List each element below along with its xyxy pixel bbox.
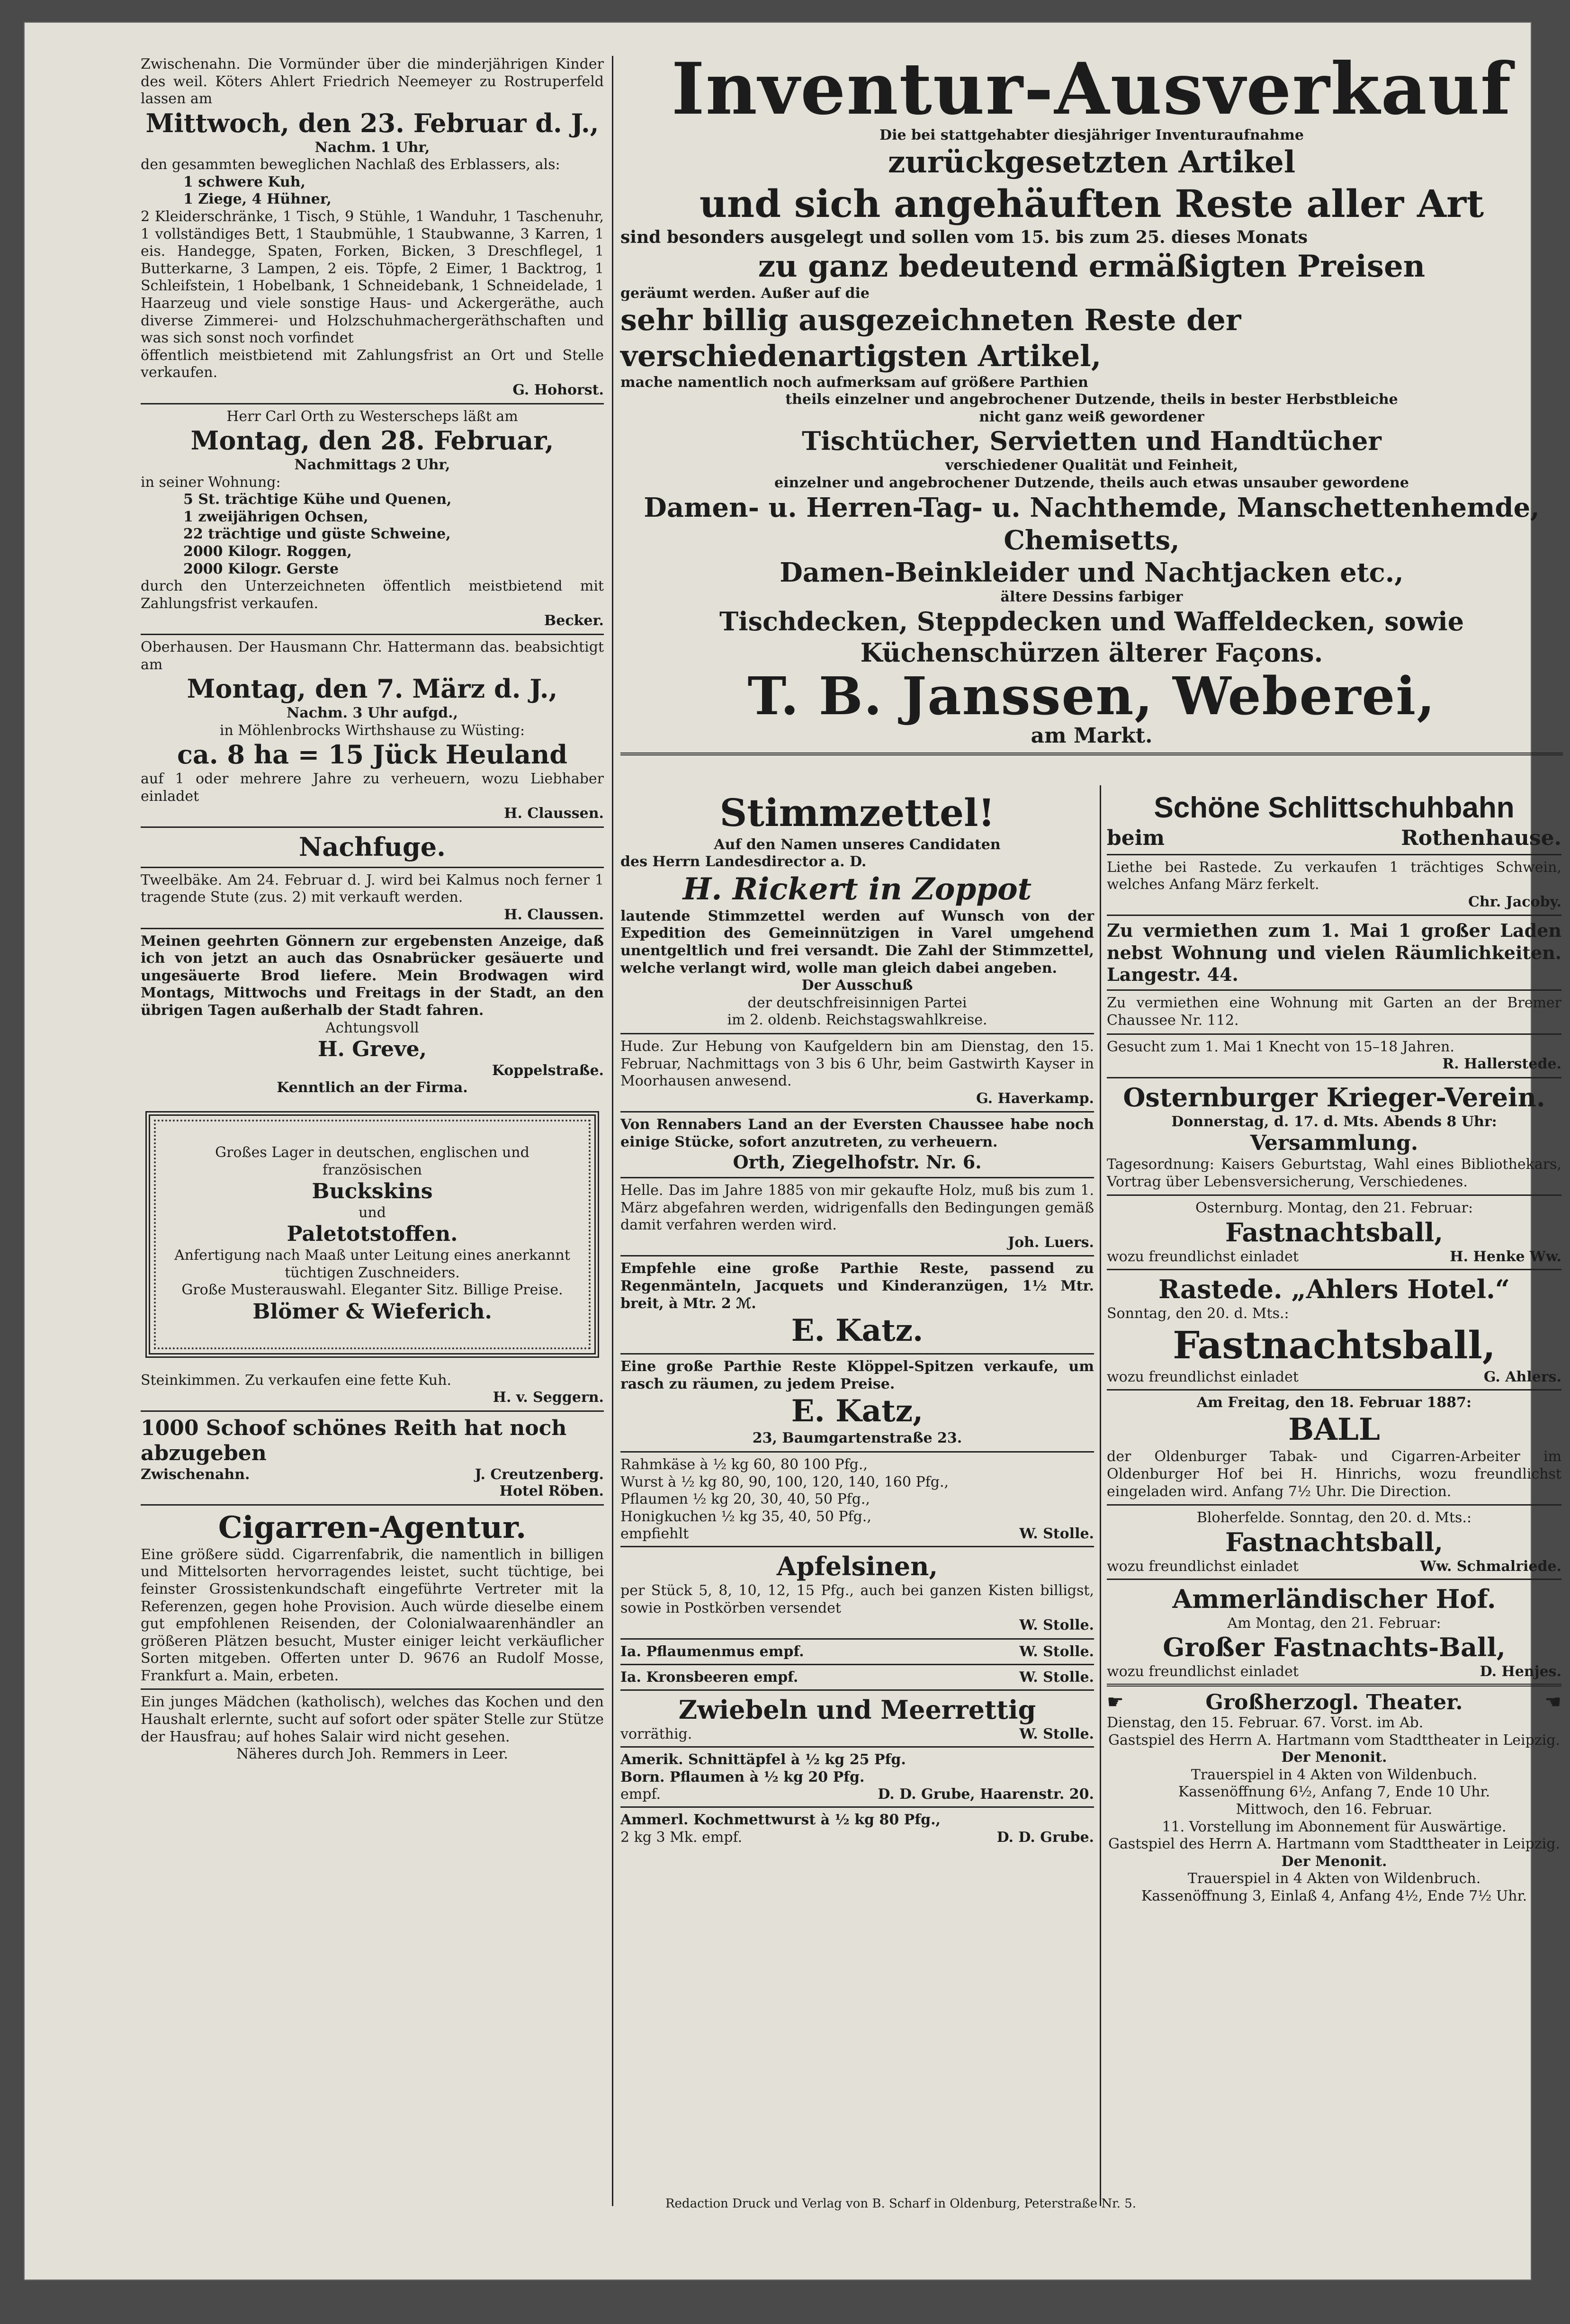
ad-text: Von Rennabers Land an der Eversten Chaussee habe noch einige Stücke, sofort anzutreten, zu verheuern. <box>620 1116 1094 1150</box>
ad-signature: T. B. Janssen, Weberei, <box>747 665 1436 727</box>
ad-line: Honigkuchen ½ kg 35, 40, 50 Pfg., <box>620 1508 871 1525</box>
ad-date: Montag, den 7. März d. J., <box>187 673 558 704</box>
ad-text: den gesammten beweglichen Nachlaß des Erblassers, als: <box>141 156 560 173</box>
ad-line: Küchenschürzen älterer Façons. <box>860 637 1323 668</box>
column-divider <box>1100 785 1101 2206</box>
ad-headline: ca. 8 ha = 15 Jück Heuland <box>177 739 567 770</box>
column-divider <box>612 56 613 2206</box>
ad-text: Meinen geehrten Gönnern zur ergebensten Anzeige, daß ich von jetzt an auch das Osnabrücker gesäuerte und ungesäuerte Brod liefere. Mein Brodwagen wird Montags, Mittwochs und Freitags in der Stadt, an den übrigen Tagen außerhalb der Stadt fahren. <box>141 933 604 1019</box>
ad-line: Kassenöffnung 6½, Anfang 7, Ende 10 Uhr. <box>1178 1784 1490 1801</box>
ad-line: Rothenhause. <box>1401 826 1561 850</box>
ad-time: Nachm. 3 Uhr aufgd., <box>286 705 458 722</box>
ad-title: Osternburger Krieger-Verein. <box>1123 1082 1545 1113</box>
ad-line: geräumt werden. Außer auf die <box>620 285 870 302</box>
ad-osternburg-ball <box>1107 1200 1561 1265</box>
ad-signature: W. Stolle. <box>1019 1725 1094 1742</box>
ad-signature: J. Creutzenberg. <box>475 1466 604 1483</box>
ad-reith <box>141 1416 604 1500</box>
ad-signature: Joh. Luers. <box>1007 1234 1094 1251</box>
ad-text: Eine große Parthie Reste Klöppel-Spitzen verkaufe, um rasch zu räumen, zu jedem Preise. <box>620 1358 1094 1392</box>
ad-line: Kassenöffnung 3, Einlaß 4, Anfang 4½, Ende 7½ Uhr. <box>1141 1887 1527 1904</box>
ad-signature: H. v. Seggern. <box>493 1389 604 1406</box>
ad-title: Zwiebeln und Meerrettig <box>678 1695 1036 1725</box>
ad-line: sind besonders ausgelegt und sollen vom 15. bis zum 25. dieses Monats <box>620 227 1308 247</box>
ad-kronsbeeren <box>620 1669 1094 1686</box>
ad-text: Oberhausen. Der Hausmann Chr. Hattermann das. beabsichtigt am <box>141 638 604 673</box>
ad-signature: D. Henjes. <box>1480 1663 1561 1680</box>
ad-text: in seiner Wohnung: <box>141 474 281 491</box>
ad-line: zurückgesetzten Artikel <box>888 144 1296 180</box>
ad-line: des Herrn Landesdirector a. D. <box>620 853 867 870</box>
ad-line: wozu freundlichst einladet <box>1107 1558 1299 1575</box>
ad-text: öffentlich meistbietend mit Zahlungsfrist an Ort und Stelle verkaufen. <box>141 347 604 381</box>
ad-line: Rahmkäse à ½ kg 60, 80 100 Pfg., <box>620 1456 868 1473</box>
ad-item: 22 trächtige und güste Schweine, <box>183 526 451 543</box>
ad-line: mache namentlich noch aufmerksam auf größere Parthien <box>620 374 1088 391</box>
ad-text: lautende Stimmzettel werden auf Wunsch von der Expedition des Gemeinnützigen in Varel umgehend unentgeltlich und frei versandt. Die Zahl der Stimmzettel, welche verlangt wird, wolle man gleich dabei angeben. <box>620 907 1094 977</box>
ad-line: Versammlung. <box>1250 1131 1418 1156</box>
ad-text: Achtungsvoll <box>325 1019 419 1036</box>
ad-title: Stimmzettel! <box>719 790 995 835</box>
ad-line: beim <box>1107 826 1165 850</box>
ad-signature: W. Stolle. <box>1019 1525 1094 1543</box>
ad-signature: Chr. Jacoby. <box>1468 893 1561 910</box>
ad-item: 2000 Kilogr. Roggen, <box>183 543 352 560</box>
ad-line: Osternburg. Montag, den 21. Februar: <box>1195 1200 1473 1217</box>
ad-zwiebeln <box>620 1695 1094 1742</box>
ad-maedchen <box>141 1694 604 1763</box>
ad-signature: G. Ahlers. <box>1483 1368 1561 1385</box>
ad-nachfuge <box>141 832 604 924</box>
ad-item: 2000 Kilogr. Gerste <box>183 560 339 577</box>
pointing-hand-icon: ☛ <box>1107 1691 1124 1714</box>
ad-signature: W. Stolle. <box>1019 1617 1094 1634</box>
ad-address: 23, Baumgartenstraße 23. <box>752 1430 962 1447</box>
ad-krieger-verein <box>1107 1082 1561 1191</box>
ad-katz-spitzen <box>620 1358 1094 1447</box>
ad-line: Pflaumen ½ kg 20, 30, 40, 50 Pfg., <box>620 1491 870 1508</box>
ad-signature: Ww. Schmalriede. <box>1420 1558 1561 1575</box>
ad-bloemer-box <box>145 1111 599 1358</box>
ad-text: Steinkimmen. Zu verkaufen eine fette Kuh. <box>141 1372 452 1389</box>
ad-text: Tagesordnung: Kaisers Geburtstag, Wahl eines Bibliothekars, Vortrag über Lebensversicherung, Verschiedenes. <box>1107 1156 1561 1190</box>
ad-text: 2 Kleiderschränke, 1 Tisch, 9 Stühle, 1 Wanduhr, 1 Taschenuhr, 1 vollständiges Bett, 1 Staubmühle, 1 Staubwanne, 3 Karren, 1 eis. Handegge, Spaten, Forken, Bicken, 3 Dreschflegel, 1 Butterkarne, 3 Lampen, 2 eis. Töpfe, 2 Eimer, 1 Backtrog, 1 Schleifstein, 1 Hobelbank, 1 Schneidebank, 1 Schneidelade, 1 Haarzeug und viele sonstige Haus- und Ackergeräthe, auch diverse Zimmerei- und Holzschuhmachergeräthschaften und was sich sonst noch vorfindet <box>141 208 604 347</box>
ad-text: in Möhlenbrocks Wirthshause zu Wüsting: <box>219 722 525 739</box>
ad-address: Koppelstraße. <box>492 1062 604 1079</box>
ad-line: Gastspiel des Herrn A. Hartmann vom Stadttheater in Leipzig. <box>1108 1732 1560 1749</box>
ad-grube-1 <box>620 1751 1094 1803</box>
ad-signature: Blömer & Wieferich. <box>252 1299 492 1324</box>
ad-line: Am Montag, den 21. Februar: <box>1227 1615 1441 1632</box>
ad-line: Mittwoch, den 16. Februar. <box>1236 1801 1433 1818</box>
ad-line: Damen- u. Herren-Tag- u. Nachthemde, Manschettenhemde, Chemisetts, <box>644 492 1540 556</box>
ad-katz-reste <box>620 1260 1094 1349</box>
ad-headline: H. Rickert in Zoppot <box>682 871 1032 907</box>
ad-heuland <box>141 639 604 823</box>
ad-signature: G. Hohorst. <box>512 381 604 398</box>
ad-text: Näheres durch Joh. Remmers in Leer. <box>236 1746 508 1763</box>
ad-line: Auf den Namen unseres Candidaten <box>714 836 1001 853</box>
ad-line: 11. Vorstellung im Abonnement für Auswärtige. <box>1162 1818 1507 1835</box>
ad-text: Empfehle eine große Parthie Reste, passend zu Regenmänteln, Jacquets und Kinderanzügen, 1½ Mtr. breit, à Mtr. 2 ℳ. <box>620 1260 1094 1312</box>
ad-text: per Stück 5, 8, 10, 12, 15 Pfg., auch bei ganzen Kisten billigst, sowie in Postkörben versendet <box>620 1582 1094 1616</box>
ad-line: verschiedener Qualität und Feinheit, <box>945 457 1238 474</box>
ad-line: wozu freundlichst einladet <box>1107 1248 1299 1265</box>
ad-line: vorräthig. <box>620 1725 692 1742</box>
ad-stimmzettel <box>620 790 1094 1029</box>
ad-line: und sich angehäuften Reste aller Art <box>699 181 1484 226</box>
ad-wohnung: Zu vermiethen eine Wohnung mit Garten an der Bremer Chaussee Nr. 112. <box>1107 995 1561 1029</box>
ad-text: Große Musterauswahl. Eleganter Sitz. Billige Preise. <box>181 1282 563 1299</box>
ad-line: Damen-Beinkleider und Nachtjacken etc., <box>780 557 1404 589</box>
column-left <box>141 56 604 1763</box>
ad-title: Fastnachtsball, <box>1225 1217 1444 1247</box>
ad-signature: E. Katz. <box>791 1313 924 1349</box>
ad-text: Gesucht zum 1. Mai 1 Knecht von 15–18 Jahren. <box>1107 1038 1454 1055</box>
ad-theater <box>1107 1690 1561 1905</box>
ad-text: auf 1 oder mehrere Jahre zu verheuern, wozu Liebhaber einladet <box>141 771 604 805</box>
ad-item: 1 zweijährigen Ochsen, <box>183 508 368 525</box>
ad-text: Ein junges Mädchen (katholisch), welches das Kochen und den Haushalt erlernte, sucht auf sofort oder später Stelle zur Stütze der Hausfrau; auf hohes Salair wird nicht gesehen. <box>141 1694 604 1745</box>
ad-inventur-ausverkauf <box>620 47 1563 759</box>
ad-apfelsinen <box>620 1551 1094 1634</box>
ad-rennaber <box>620 1116 1094 1173</box>
ad-line: 2 kg 3 Mk. empf. <box>620 1829 743 1846</box>
ad-line: empfiehlt <box>620 1525 689 1543</box>
ad-line: am Markt. <box>1031 724 1153 748</box>
ad-stolle-prices <box>620 1456 1094 1542</box>
column-right <box>1107 790 1561 1905</box>
ad-line: Am Freitag, den 18. Februar 1887: <box>1196 1394 1472 1411</box>
ad-line: Dienstag, den 15. Februar. 67. Vorst. im Ab. <box>1107 1714 1424 1731</box>
ad-signature: Hotel Röben. <box>499 1483 604 1500</box>
ad-text: Hude. Zur Hebung von Kaufgeldern bin am Dienstag, den 15. Februar, Nachmittags von 3 bis 6 Uhr, beim Gastwirth Kayser in Moorhausen anwesend. <box>620 1038 1094 1090</box>
ad-bloherfelde <box>1107 1509 1561 1574</box>
ad-text: der Oldenburger Tabak- und Cigarren-Arbeiter im Oldenburger Hof bei H. Hinrichs, wozu freundlichst eingeladen wird. Anfang 7½ Uhr. Die Direction. <box>1107 1448 1561 1500</box>
ad-laden: Zu vermiethen zum 1. Mai 1 großer Laden nebst Wohnung und vielen Räumlichkeiten. Langestr. 44. <box>1107 920 1561 986</box>
ad-title: Cigarren-Agentur. <box>218 1509 527 1545</box>
ad-line: Sonntag, den 20. d. Mts.: <box>1107 1305 1289 1322</box>
ad-signature: Becker. <box>544 612 604 629</box>
ad-text: Helle. Das im Jahre 1885 von mir gekaufte Holz, muß bis zum 1. März abgefahren werden, widrigenfalls den Bedingungen gemäß damit verfahren werden wird. <box>620 1182 1094 1234</box>
ad-line: im 2. oldenb. Reichstagswahlkreise. <box>727 1012 987 1029</box>
pointing-hand-icon: ☚ <box>1544 1691 1561 1714</box>
ad-auction-orth <box>141 408 604 630</box>
ad-ammerlaendischer-hof <box>1107 1584 1561 1680</box>
ad-line: theils einzelner und angebrochener Dutzende, theils in bester Herbstbleiche <box>785 391 1398 408</box>
ad-ball-tabak <box>1107 1394 1561 1500</box>
ad-auction-neemeyer <box>141 56 604 399</box>
ad-text: Anfertigung nach Maaß unter Leitung eines anerkannt tüchtigen Zuschneiders. <box>174 1247 570 1281</box>
ad-signature: W. Stolle. <box>1019 1643 1094 1660</box>
ad-date: Mittwoch, den 23. Februar d. J., <box>145 108 599 138</box>
ad-signature: R. Hallerstede. <box>1442 1056 1561 1073</box>
ad-helle <box>620 1182 1094 1251</box>
newspaper-page <box>25 23 1561 2279</box>
ad-signature: D. D. Grube, Haarenstr. 20. <box>878 1786 1094 1803</box>
ad-signature: H. Greve, <box>318 1037 427 1062</box>
ad-line: einzelner und angebrochener Dutzende, theils auch etwas unsauber gewordene <box>774 474 1409 491</box>
ad-line: Ia. Pflaumenmus empf. <box>620 1643 804 1660</box>
ad-line: Amerik. Schnittäpfel à ½ kg 25 Pfg. <box>620 1751 906 1768</box>
ad-time: Nachmittags 2 Uhr, <box>294 457 450 474</box>
ad-title: Rastede. „Ahlers Hotel.“ <box>1158 1274 1510 1304</box>
ad-line: Gastspiel des Herrn A. Hartmann vom Stadttheater in Leipzig. <box>1108 1836 1560 1853</box>
ad-line: Tischdecken, Steppdecken und Waffeldecken, sowie <box>719 606 1464 637</box>
ad-text: Eine größere südd. Cigarrenfabrik, die namentlich in billigen und Mittelsorten hervorragendes leistet, sucht tüchtige, bei feinster Grossistenkundschaft eingeführte Vertreter mit la Referenzen, gegen hohe Provision. Auch würde dieselbe einem gut empfohlenen Reisenden, der Colonialwaarenhändler an größeren Plätzen besucht, Muster einiger leicht verkäuflicher Sorten mitgeben. Offerten unter D. 9676 an Rudolf Mosse, Frankfurt a. Main, erbeten. <box>141 1546 604 1684</box>
ad-signature: Orth, Ziegelhofstr. Nr. 6. <box>733 1151 982 1173</box>
ad-line: empf. <box>620 1786 661 1803</box>
ad-text: Kenntlich an der Firma. <box>277 1079 468 1096</box>
ad-schlittschuhbahn <box>1107 790 1561 850</box>
ad-text: und <box>359 1204 386 1221</box>
ad-text: durch den Unterzeichneten öffentlich meistbietend mit Zahlungsfrist verkaufen. <box>141 578 604 612</box>
ad-item: 1 Ziege, 4 Hühner, <box>183 191 332 208</box>
ad-text: 1000 Schoof schönes Reith hat noch abzugeben <box>141 1416 567 1466</box>
ad-line: Ammerl. Kochmettwurst à ½ kg 80 Pfg., <box>620 1812 941 1829</box>
ad-greve-bakery <box>141 933 604 1097</box>
ad-line: Wurst à ½ kg 80, 90, 100, 120, 140, 160 Pfg., <box>620 1473 949 1490</box>
ad-title: Inventur-Ausverkauf <box>671 47 1512 131</box>
ad-headline: BALL <box>1288 1412 1380 1448</box>
ad-line: Der Menonit. <box>1281 1749 1387 1766</box>
ad-headline: Großer Fastnachts-Ball, <box>1163 1632 1506 1663</box>
ad-text: Zwischenahn. Die Vormünder über die minderjährigen Kinder des weil. Köters Ahlert Friedrich Neemeyer zu Rostruperfeld lassen am <box>141 56 604 108</box>
ad-line: Trauerspiel in 4 Akten von Wildenbuch. <box>1191 1766 1478 1783</box>
ad-line: Bloherfelde. Sonntag, den 20. d. Mts.: <box>1196 1509 1472 1526</box>
ad-title: Großherzogl. Theater. <box>1205 1690 1463 1714</box>
ad-title: Fastnachtsball, <box>1225 1526 1444 1557</box>
ad-line: ältere Dessins farbiger <box>1000 589 1183 606</box>
column-middle <box>620 790 1094 1846</box>
ad-hude <box>620 1038 1094 1107</box>
ad-line: wozu freundlichst einladet <box>1107 1663 1299 1680</box>
ad-line: nicht ganz weiß gewordener <box>979 408 1204 425</box>
ad-line: wozu freundlichst einladet <box>1107 1368 1299 1385</box>
ad-text: Liethe bei Rastede. Zu verkaufen 1 trächtiges Schwein, welches Anfang März ferkelt. <box>1107 859 1561 893</box>
ad-signature: E. Katz, <box>791 1393 924 1429</box>
ad-line: Donnerstag, d. 17. d. Mts. Abends 8 Uhr: <box>1171 1113 1497 1130</box>
ad-title: Nachfuge. <box>299 831 446 862</box>
ad-line: sehr billig ausgezeichneten Reste der verschiedenartigsten Artikel, <box>620 303 1241 373</box>
ad-line: Der Ausschuß <box>801 977 913 994</box>
ad-headline: Buckskins <box>312 1179 433 1204</box>
ad-signature: H. Claussen. <box>504 805 604 822</box>
ad-line: zu ganz bedeutend ermäßigten Preisen <box>758 248 1426 284</box>
ad-signature: W. Stolle. <box>1019 1669 1094 1686</box>
ad-headline: Paletotstoffen. <box>287 1222 458 1247</box>
ad-steinkimmen <box>141 1372 604 1407</box>
ad-title: Schöne Schlittschuhbahn <box>1154 791 1515 824</box>
ad-cigarren <box>141 1509 604 1685</box>
ad-knecht <box>1107 1039 1561 1073</box>
ad-liethe <box>1107 859 1561 911</box>
ad-line: Tischtücher, Servietten und Handtücher <box>802 426 1382 457</box>
ad-signature: H. Henke Ww. <box>1450 1248 1561 1265</box>
ad-line: Trauerspiel in 4 Akten von Wildenbruch. <box>1187 1870 1481 1887</box>
ad-signature: G. Haverkamp. <box>976 1090 1094 1107</box>
ad-text: Tweelbäke. Am 24. Februar d. J. wird bei Kalmus noch ferner 1 tragende Stute (zus. 2) mit verkauft werden. <box>141 871 604 906</box>
ad-date: Montag, den 28. Februar, <box>190 425 554 456</box>
ad-text: Großes Lager in deutschen, englischen und französischen <box>215 1144 529 1178</box>
ad-time: Nachm. 1 Uhr, <box>314 139 430 156</box>
ad-title: Apfelsinen, <box>776 1551 938 1582</box>
ad-signature: H. Claussen. <box>504 906 604 923</box>
ad-grube-2 <box>620 1812 1094 1846</box>
ad-line: Ia. Kronsbeeren empf. <box>620 1669 798 1686</box>
ad-item: 1 schwere Kuh, <box>183 173 306 190</box>
ad-text: Herr Carl Orth zu Westerscheps läßt am <box>226 408 518 425</box>
ad-pflaumenmus <box>620 1643 1094 1660</box>
ad-headline: Fastnachtsball, <box>1173 1323 1496 1368</box>
ad-line: der deutschfreisinnigen Partei <box>747 994 967 1011</box>
ad-line: Die bei stattgehabter diesjähriger Inventuraufnahme <box>879 126 1304 144</box>
page-footer: Redaction Druck und Verlag von B. Scharf in Oldenburg, Peterstraße Nr. 5. <box>665 2197 1137 2211</box>
ad-signature: D. D. Grube. <box>996 1829 1094 1846</box>
ad-line: Der Menonit. <box>1281 1853 1387 1870</box>
ad-place: Zwischenahn. <box>141 1466 250 1483</box>
ad-line: Born. Pflaumen à ½ kg 20 Pfg. <box>620 1768 865 1786</box>
ad-item: 5 St. trächtige Kühe und Quenen, <box>183 491 452 508</box>
ad-ahlers-hotel <box>1107 1274 1561 1385</box>
ad-title: Ammerländischer Hof. <box>1172 1583 1496 1614</box>
